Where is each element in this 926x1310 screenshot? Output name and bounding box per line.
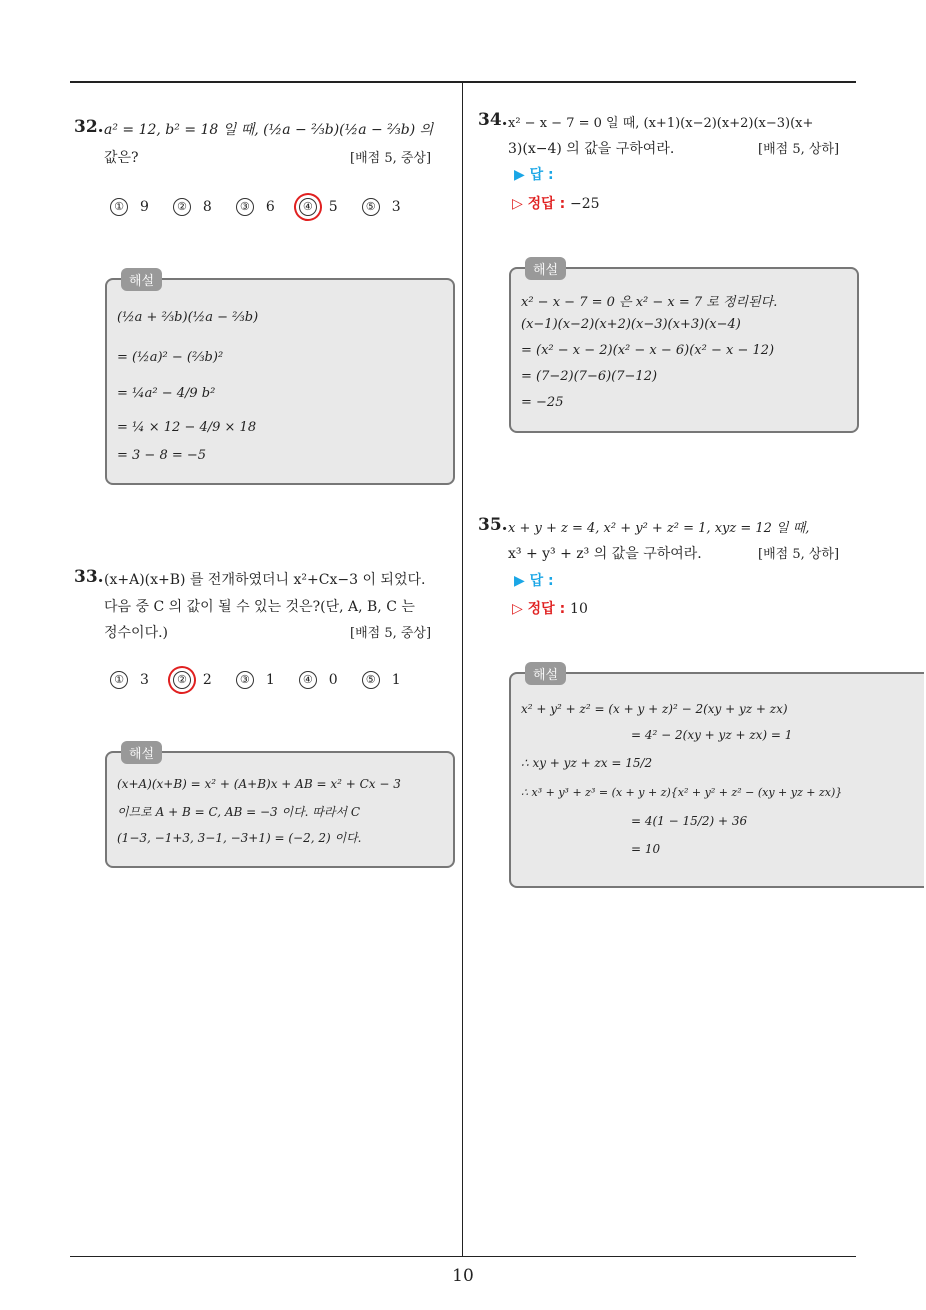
choice-number: ⑤	[362, 198, 380, 216]
bottom-rule	[70, 1256, 856, 1257]
solution-label: 해설	[121, 268, 162, 291]
choice-1[interactable]	[110, 671, 149, 689]
solution-line: = ¼a² − 4/9 b²	[117, 386, 216, 401]
choice-3[interactable]	[236, 198, 275, 216]
choice-number: ①	[110, 671, 128, 689]
solution-line: ∴ x³ + y³ + z³ = (x + y + z){x² + y² + z² − (xy + yz + zx)}	[521, 786, 843, 799]
solution-label: 해설	[525, 257, 566, 280]
choice-number: ④	[299, 198, 317, 216]
solution-line: = 4² − 2(xy + yz + zx) = 1	[631, 728, 793, 742]
question-text: x² − x − 7 = 0 일 때, (x+1)(x−2)(x+2)(x−3)(x+	[508, 116, 814, 131]
correct-answer-row	[512, 193, 600, 213]
question-text: a² = 12, b² = 18 일 때, (½a − ⅔b)(½a − ⅔b) 의	[104, 122, 434, 138]
choice-value: 6	[265, 199, 275, 215]
choice-list	[110, 198, 425, 216]
choice-4[interactable]	[299, 198, 338, 216]
solution-line: (1−3, −1+3, 3−1, −3+1) = (−2, 2) 이다.	[117, 831, 362, 845]
score-tag: [배점 5, 상하]	[758, 547, 840, 562]
score-tag: [배점 5, 상하]	[758, 142, 840, 157]
choice-value: 8	[202, 199, 212, 215]
solution-line: = (½a)² − (⅔b)²	[117, 350, 224, 365]
choice-number: ④	[299, 671, 317, 689]
question-number: 35.	[478, 515, 508, 535]
question-number: 32.	[74, 117, 104, 137]
solution-box	[509, 668, 924, 888]
answer-input-row[interactable]	[514, 570, 554, 590]
answer-label: ▶ 답 :	[514, 167, 554, 183]
question-text: 3)(x−4) 의 값을 구하여라.	[508, 141, 675, 157]
choice-value: 3	[140, 672, 149, 688]
correct-label: ▷ 정답 :	[512, 601, 566, 617]
choice-value: 9	[140, 199, 149, 215]
choice-number: ③	[236, 198, 254, 216]
solution-line: = 4(1 − 15/2) + 36	[631, 814, 748, 828]
solution-label: 해설	[525, 662, 566, 685]
question-text: 값은?	[104, 150, 139, 166]
score-tag: [배점 5, 중상]	[350, 151, 432, 166]
score-tag: [배점 5, 중상]	[350, 626, 432, 641]
choice-value: 3	[391, 199, 401, 215]
solution-box	[105, 274, 455, 485]
page-number: 10	[452, 1266, 474, 1286]
choice-value: 2	[202, 672, 212, 688]
correct-value: −25	[570, 196, 600, 212]
question-text: (x+A)(x+B) 를 전개하였더니 x²+Cx−3 이 되었다.	[104, 572, 426, 588]
solution-line: ∴ xy + yz + zx = 15/2	[521, 756, 653, 770]
question-number: 33.	[74, 567, 104, 587]
correct-label: ▷ 정답 :	[512, 196, 566, 212]
choice-value: 0	[328, 672, 338, 688]
correct-value: 10	[570, 601, 588, 617]
choice-1[interactable]	[110, 198, 149, 216]
choice-5[interactable]	[362, 198, 401, 216]
answer-label: ▶ 답 :	[514, 573, 554, 589]
choice-5[interactable]	[362, 671, 401, 689]
question-text: 다음 중 C 의 값이 될 수 있는 것은?(단, A, B, C 는	[104, 599, 415, 615]
choice-4[interactable]	[299, 671, 338, 689]
answer-mark	[290, 189, 326, 225]
top-rule	[70, 81, 856, 83]
choice-number: ②	[173, 198, 191, 216]
solution-line: x² − x − 7 = 0 은 x² − x = 7 로 정리된다.	[521, 295, 778, 310]
solution-line: = (x² − x − 2)(x² − x − 6)(x² − x − 12)	[521, 343, 775, 358]
choice-3[interactable]	[236, 671, 275, 689]
question-text: 정수이다.)	[104, 625, 169, 641]
solution-line: (½a + ⅔b)(½a − ⅔b)	[117, 310, 259, 325]
choice-value: 1	[391, 672, 401, 688]
solution-line: (x−1)(x−2)(x+2)(x−3)(x+3)(x−4)	[521, 317, 741, 332]
solution-line: = (7−2)(7−6)(7−12)	[521, 369, 658, 384]
correct-answer-row	[512, 598, 588, 618]
solution-line: 이므로 A + B = C, AB = −3 이다. 따라서 C	[117, 805, 361, 819]
question-text: x³ + y³ + z³ 의 값을 구하여라.	[508, 546, 702, 562]
column-divider	[462, 83, 463, 1256]
choice-2[interactable]	[173, 671, 212, 689]
choice-list	[110, 671, 425, 689]
solution-line: = ¼ × 12 − 4/9 × 18	[117, 420, 257, 435]
solution-line: = 3 − 8 = −5	[117, 448, 207, 463]
solution-box	[105, 747, 455, 868]
choice-number: ①	[110, 198, 128, 216]
choice-number: ⑤	[362, 671, 380, 689]
solution-line: x² + y² + z² = (x + y + z)² − 2(xy + yz + zx)	[521, 702, 788, 716]
choice-value: 5	[328, 199, 338, 215]
solution-label: 해설	[121, 741, 162, 764]
choice-number: ③	[236, 671, 254, 689]
choice-2[interactable]	[173, 198, 212, 216]
answer-mark	[164, 662, 200, 698]
solution-line: (x+A)(x+B) = x² + (A+B)x + AB = x² + Cx − 3	[117, 777, 401, 791]
question-number: 34.	[478, 110, 508, 130]
choice-number: ②	[173, 671, 191, 689]
solution-line: = −25	[521, 395, 564, 410]
answer-input-row[interactable]	[514, 164, 554, 184]
question-text: x + y + z = 4, x² + y² + z² = 1, xyz = 12 일 때,	[508, 521, 810, 536]
choice-value: 1	[265, 672, 275, 688]
solution-line: = 10	[631, 842, 661, 856]
solution-box	[509, 263, 859, 433]
